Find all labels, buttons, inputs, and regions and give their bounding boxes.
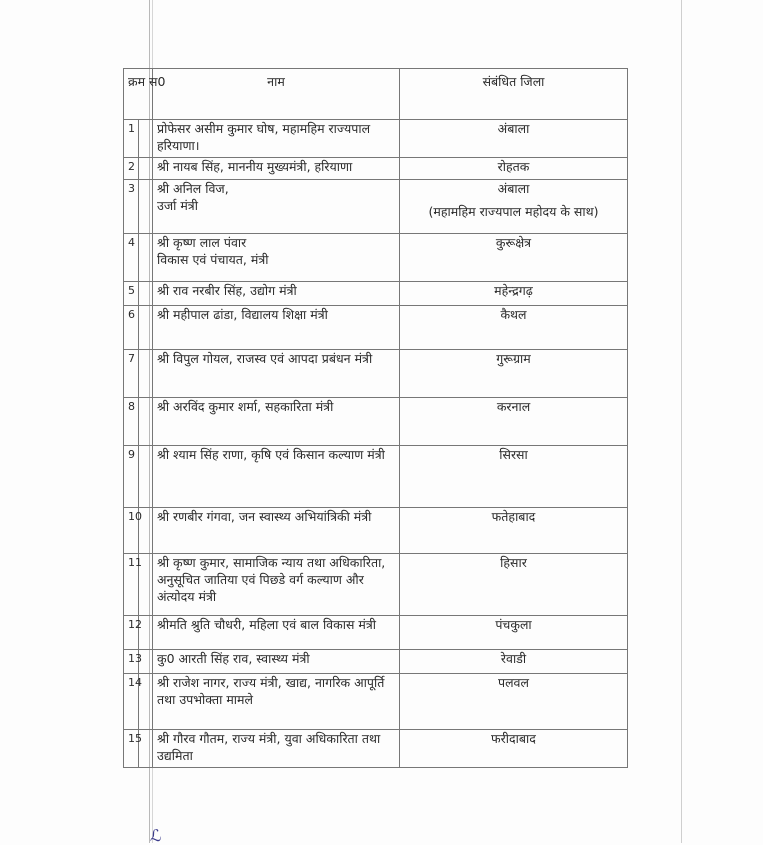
row-gap-cell [138, 234, 153, 282]
row-gap-cell [138, 120, 153, 158]
row-serial: 15 [124, 730, 139, 768]
row-district-cell [400, 120, 628, 158]
row-district-cell [400, 650, 628, 674]
table-row [124, 120, 628, 158]
row-district-cell [400, 554, 628, 616]
row-official-name: कु0 आरती सिंह राव, स्वास्थ्य मंत्री [153, 650, 400, 674]
row-official-name: श्री गौरव गौतम, राज्य मंत्री, युवा अधिकारिता तथा उद्यमिता [153, 730, 400, 768]
table-row [124, 508, 628, 554]
row-district-cell [400, 508, 628, 554]
row-district-cell [400, 616, 628, 650]
row-district-cell [400, 446, 628, 508]
row-serial: 9 [124, 446, 139, 508]
row-official-name: श्री अनिल विज, उर्जा मंत्री [153, 180, 400, 234]
row-serial: 11 [124, 554, 139, 616]
row-serial: 8 [124, 398, 139, 446]
table-row [124, 730, 628, 768]
row-gap-cell [138, 158, 153, 180]
row-district: अंबाला [497, 181, 530, 196]
table-header-row [124, 69, 628, 120]
row-official-name: श्री राव नरबीर सिंह, उद्योग मंत्री [153, 282, 400, 306]
table-row [124, 446, 628, 508]
district-allocation-table [123, 68, 628, 768]
row-district: कैथल [500, 307, 527, 322]
row-district: फतेहाबाद [491, 509, 536, 524]
row-district-cell [400, 282, 628, 306]
row-gap-cell [138, 398, 153, 446]
header-name: नाम [153, 69, 400, 120]
row-district: सिरसा [499, 447, 528, 462]
row-district: कुरूक्षेत्र [495, 235, 532, 250]
table-row [124, 554, 628, 616]
row-serial: 14 [124, 674, 139, 730]
row-official-name: श्री नायब सिंह, माननीय मुख्यमंत्री, हरियाणा [153, 158, 400, 180]
row-district-cell [400, 158, 628, 180]
table-row [124, 350, 628, 398]
row-gap-cell [138, 446, 153, 508]
row-serial: 5 [124, 282, 139, 306]
row-district: रोहतक [497, 159, 530, 174]
row-district: पलवल [497, 675, 529, 690]
row-official-name: श्री विपुल गोयल, राजस्व एवं आपदा प्रबंधन मंत्री [153, 350, 400, 398]
table-row [124, 234, 628, 282]
row-district-cell [400, 398, 628, 446]
signature-mark: ℒ [150, 826, 162, 845]
row-official-name: श्री कृष्ण कुमार, सामाजिक न्याय तथा अधिकारिता, अनुसूचित जातिया एवं पिछडे वर्ग कल्याण और अंत्योदय मंत्री [153, 554, 400, 616]
table-row [124, 158, 628, 180]
row-serial: 6 [124, 306, 139, 350]
table-row [124, 398, 628, 446]
row-gap-cell [138, 180, 153, 234]
row-district-note: (महामहिम राज्यपाल महोदय के साथ) [428, 204, 599, 219]
row-serial: 13 [124, 650, 139, 674]
row-official-name: प्रोफेसर असीम कुमार घोष, महामहिम राज्यपाल हरियाणा। [153, 120, 400, 158]
table-row [124, 282, 628, 306]
row-serial: 12 [124, 616, 139, 650]
row-district-cell [400, 730, 628, 768]
row-serial: 1 [124, 120, 139, 158]
row-serial: 3 [124, 180, 139, 234]
table-row [124, 650, 628, 674]
row-serial: 4 [124, 234, 139, 282]
row-district: अंबाला [497, 121, 530, 136]
table-row [124, 306, 628, 350]
row-district: महेन्द्रगढ़ [494, 283, 533, 298]
row-district: रेवाडी [500, 651, 527, 666]
row-district-cell [400, 674, 628, 730]
row-gap-cell [138, 306, 153, 350]
header-serial: क्रम स0 [124, 69, 153, 120]
row-official-name: श्री राजेश नागर, राज्य मंत्री, खाद्य, नागरिक आपूर्ति तथा उपभोक्ता मामले [153, 674, 400, 730]
row-district: करनाल [496, 399, 531, 414]
row-serial: 7 [124, 350, 139, 398]
row-official-name: श्री श्याम सिंह राणा, कृषि एवं किसान कल्याण मंत्री [153, 446, 400, 508]
row-district: गुरूग्राम [496, 351, 531, 366]
row-gap-cell [138, 282, 153, 306]
row-official-name: श्री अरविंद कुमार शर्मा, सहकारिता मंत्री [153, 398, 400, 446]
row-district-cell [400, 306, 628, 350]
row-serial: 2 [124, 158, 139, 180]
header-district: संबंधित जिला [400, 69, 628, 120]
table-row [124, 616, 628, 650]
table-row [124, 180, 628, 234]
row-district-cell [400, 180, 628, 234]
row-district-cell [400, 350, 628, 398]
row-district-cell [400, 234, 628, 282]
row-district: फरीदाबाद [491, 731, 536, 746]
row-official-name: श्री कृष्ण लाल पंवार विकास एवं पंचायत, मंत्री [153, 234, 400, 282]
row-official-name: श्रीमति श्रुति चौधरी, महिला एवं बाल विकास मंत्री [153, 616, 400, 650]
row-official-name: श्री महीपाल ढांडा, विद्यालय शिक्षा मंत्री [153, 306, 400, 350]
row-serial: 10 [124, 508, 139, 554]
row-official-name: श्री रणबीर गंगवा, जन स्वास्थ्य अभियांत्रिकी मंत्री [153, 508, 400, 554]
page-margin-line [681, 0, 682, 843]
table-row [124, 674, 628, 730]
row-gap-cell [138, 350, 153, 398]
row-district: हिसार [500, 555, 527, 570]
row-district: पंचकुला [495, 617, 532, 632]
